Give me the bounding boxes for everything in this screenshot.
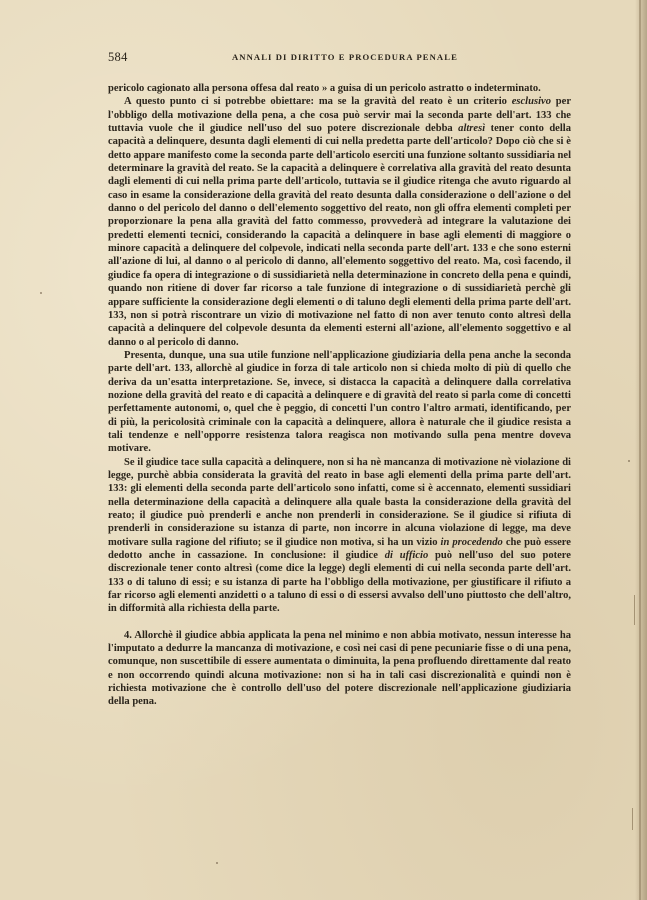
paragraph [108,456,571,616]
page-mark [632,808,633,830]
italic-term: esclusivo [511,96,551,108]
text-run: tener conto della capacità a delinquere, desunta dagli elementi di cui nella predetta parte dell'articolo? Dopo ciò che si è detto appare manifesto come la seconda parte dell'articolo eserciti una funzione soltanto sussidiaria nel determinare la gravità del reato. Se la capacità a delinquere è correlativa alla gravità del reato desunta dagli elementi di cui nella prima parte dell'articolo, tuttavia se il giudice ritenga che avuto riguardo al caso in esame la considerazione della gravità del reato desunta dalla considerazione o dell'azione o del danno o del pericolo del danno o dell'elemento soggettivo del reato, non gli offra elementi completi per proporzionare la pena alla gravità del fatto commesso, provvederà ad integrare la valutazione dei predetti elementi tecnici, considerando la capacità a delinquere in base agli elementi di maggiore o minore capacità a delinquere del colpevole, indicati nella seconda parte dell'art. 133 e che sono esterni all'azione di lui, al danno o al pericolo di danno, all'elemento soggettivo del reato. Ma, così facendo, il giudice fa opera di integrazione o di sussidiarietà nella determinazione in concreto della pena e quindi, quando non ritiene di dover far ricorso a tale funzione di integrazione o di sussidiarietà perchè gli appare sufficiente la considerazione degli elementi o di taluno degli elementi della prima parte dell'art. 133, non si potrà riscontrare un vizio di motivazione nel fatto di non aver tenuto conto altresì della capacità a delinquere del colpevole desunta da elementi esterni all'azione, all'elemento soggettivo e al danno o al pericolo di danno. [108,123,571,348]
paragraph [108,82,571,95]
page-edge-shadow [635,0,647,900]
text-run: Se il giudice tace sulla capacità a delinquere, non si ha nè mancanza di motivazione nè violazione di legge, purchè abbia considerata la gravità del reato in base agli elementi della prima parte dell'art. 133: gli elementi della seconda parte dell'articolo sono infatti, come si è accennato, elementi sussidiari nella determinazione della capacità a delinquere alla quale basta la considerazione della gravità del reato; il giudice può prenderli e anche non prenderli in considerazione. Se il giudice si rifiuta di prenderli in considerazione su istanza di parte, non incorre in alcuna violazione di legge, ma deve motivare sulla ragione del rifiuto; se il giudice non motiva, si ha un vizio [108,456,571,548]
page-number: 584 [108,50,128,64]
scan-speck [628,460,630,462]
text-run: può nell'uso del suo potere discrezionale tener conto altresì (come dice la legge) degli elementi di cui nella seconda parte dell'art. 133 o di taluno di essi; e su istanza di parte ha l'obbligo della motivazione, per giustificare il rifiuto a far ricorso agli elementi anzidetti o a taluno di essi o di essersi avvalso dell'uno piuttosto che dell'altro, in difformità alla richiesta della parte. [108,550,571,615]
text-run: pericolo cagionato alla persona offesa dal reato » a guisa di un pericolo astratto o indeterminato. [108,83,541,94]
running-title: ANNALI DI DIRITTO E PROCEDURA PENALE [232,52,458,62]
page-mark [634,595,635,625]
page-header [108,49,570,65]
paragraph [108,95,571,349]
text-run: Allorchè il giudice abbia applicata la pena nel minimo e non abbia motivato, nessun interesse ha l'imputato a dedurre la mancanza di motivazione, e così nei casi di pene pecuniarie fisse o di una pena, comunque, non suscettibile di essere aumentata o diminuita, la pena profluendo direttamente dal reato e non occorrendo quindi alcuna motivazione: non si ha in tali casi discrezionalità e quindi non è richiesta motivazione che è controllo dell'uso del potere discrezionale nell'applicazione giudiziaria della pena. [108,629,571,708]
text-run: per l'obbligo della motivazione della pena, a che cosa può servir mai la seconda parte dell'art. 133 che tuttavia vuole che il giudice nell'uso del suo potere discrezionale debba [108,96,572,135]
italic-term: di ufficio [384,550,429,562]
italic-term: altresì [458,123,486,135]
text-run: A questo punto ci si potrebbe obiettare: ma se la gravità del reato è un criterio [124,96,512,108]
italic-term: in procedendo [440,536,503,548]
paragraph [108,349,571,456]
section-number: 4. [124,629,132,641]
text-run: che può essere dedotto anche in cassazione. In conclusione: il giudice [108,536,571,562]
scan-speck [40,292,42,294]
paragraph [108,629,571,709]
scan-speck [216,862,218,864]
body-text [108,82,571,709]
text-run: Presenta, dunque, una sua utile funzione nell'applicazione giudiziaria della pena anche la seconda parte dell'art. 133, allorchè al giudice in forza di tale articolo non si chieda molto di più di quello che deriva da un'esatta interpretazione. Se, invece, si distacca la capacità a delinquere dalla correlativa nozione della gravità del reato e di capacità a delinquere e di gravità del reato si parla come di concetti perfettamente autonomi, o, quel che è peggio, di concetti l'un contro l'altro armati, identificando, per di più, la pericolosità criminale con la capacità a delinquere, allora è naturale che il giudice resista a tali tendenze e nell'opporre resistenza talora reagisca non motivando sulla pena mentre doveva motivare. [108,349,571,455]
